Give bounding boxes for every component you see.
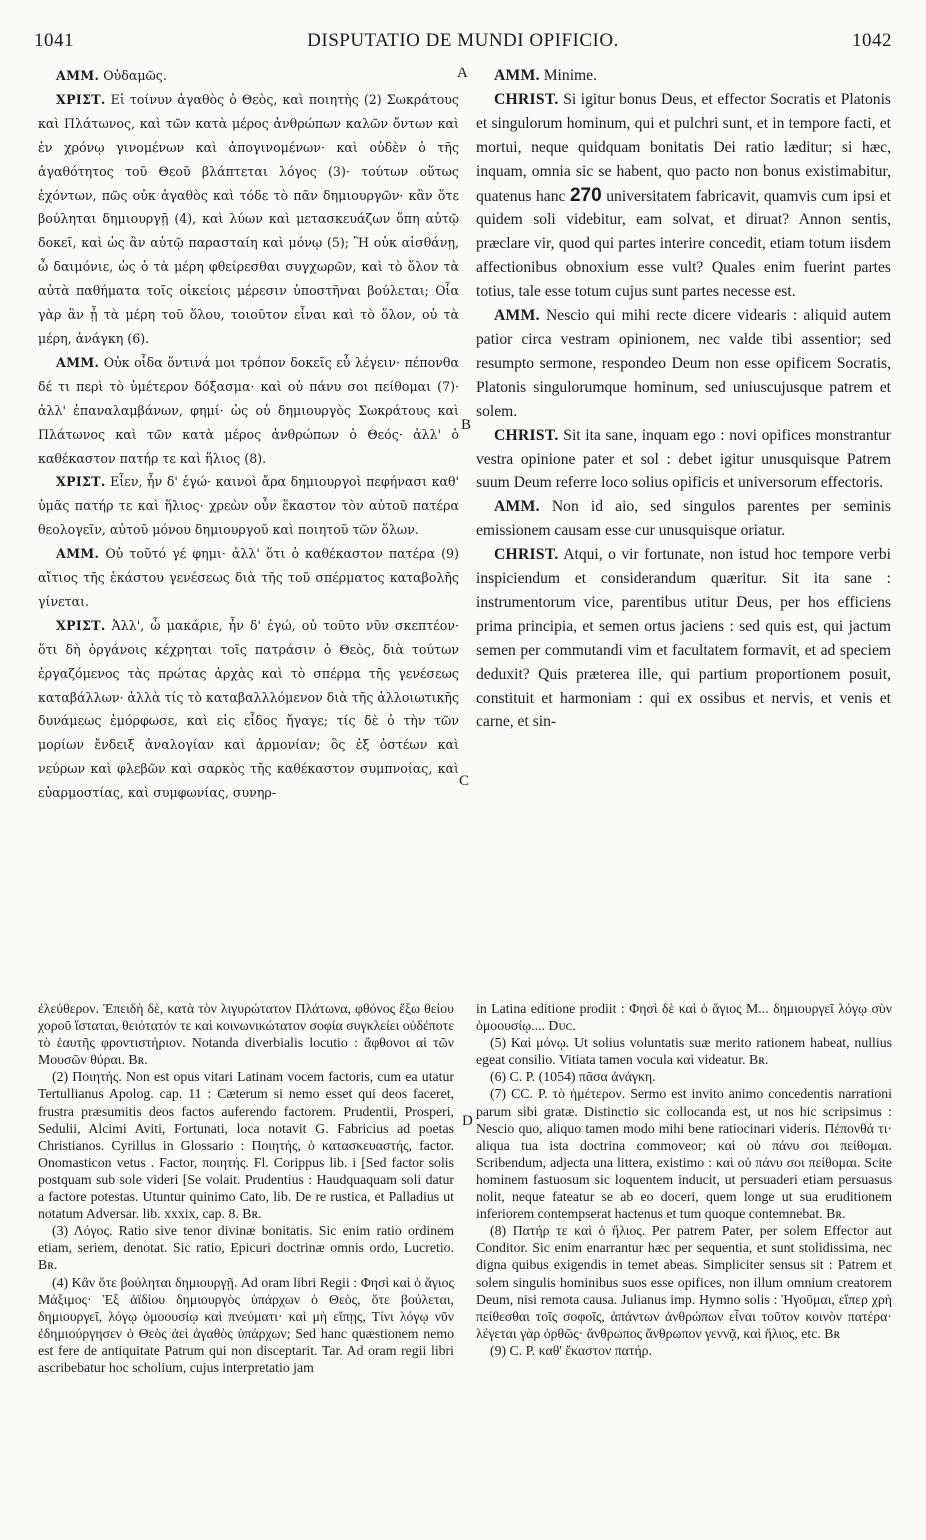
margin-letter-b: B	[461, 417, 472, 433]
footnote: (8) Πατήρ τε καὶ ὁ ἥλιος. Per patrem Pater, per solem Effector aut Conditor. Sic enim enarrantur hæc per sequentia, et sunt stolidissima, nec digna quibus exigendis in temet abeas. Simpliciter sensus sit : Patrem et solem singulis hominibus suos esse opifices, non illum omnium creatorem Deum, nisi remota causa. Julianus imp. Hymno solis : Ἡγοῦμαι, εἴπερ χρὴ πείθεσθαι τοῖς σοφοῖς, ἁπάντων ἀνθρώπων εἶναι τοῦτον κοινὸν πατέρα· λέγεται γὰρ ὀρθῶς· ἄνθρωπος ἄνθρωπον γεννᾷ, καὶ ἥλιος, etc. Bʀ	[476, 1223, 892, 1341]
footnote: ἐλεύθερον. Ἐπειδὴ δὲ, κατὰ τὸν λιγυρώτατον Πλάτωνα, φθόνος ἔξω θείου χοροῦ ἵσταται, θειότατόν τε καὶ κοινωνικώτατον σοφία συγκλείει οὐδέποτε τὸ ἑαυτῆς φροντιστήριον. Notanda diverbialis locutio : ἄφθονοι αἱ τῶν Μουσῶν θύραι. Bʀ.	[38, 1001, 454, 1068]
page-number-right: 1042	[852, 30, 892, 51]
speaker-label: ΧΡΙΣΤ.	[56, 91, 106, 107]
speech-text: Sit ita sane, inquam ego : novi opifices monstrantur vestra opinione pater et sol : debet igitur unusquisque Patrem suum Deum referre loco solius opificis et universorum effectoris.	[476, 426, 891, 492]
greek-paragraph	[38, 64, 459, 88]
speaker-label: AMM.	[494, 498, 540, 516]
greek-paragraph	[38, 470, 459, 542]
speaker-label: ΧΡΙΣΤ.	[56, 474, 106, 490]
speech-text: Εἶεν, ἦν δ' ἐγώ· καινοὶ ἄρα δημιουργοὶ πεφήνασι καθ' ὑμᾶς πατήρ τε καὶ ἥλιος· χρεὼν οὖν ἕκαστον τὸν αὐτοῦ πατέρα θεολογεῖν, αὐτοῦ μόνου δημιουργοῦ καὶ ποιητοῦ τῶν ὅλων.	[38, 474, 459, 538]
running-title: DISPUTATIO DE MUNDI OPIFICIO.	[307, 30, 619, 51]
speaker-label: ΧΡΙΣΤ.	[56, 617, 106, 633]
latin-paragraph	[476, 88, 891, 304]
latin-paragraph	[476, 424, 891, 496]
margin-letter-d: D	[462, 1113, 473, 1129]
speech-text: Si igitur bonus Deus, et effector Socratis et Platonis et singulorum hominum, qui et pulchri sunt, et in tempore facti, et mortui, neque quidquam bonitatis Dei ratio læditur; si hæc, inquam, omnia sic se habent, quo pacto non bonus existimabitur, quatenus hanc	[476, 90, 891, 205]
latin-paragraph	[476, 64, 891, 88]
latin-paragraph	[476, 543, 891, 734]
greek-paragraph	[38, 614, 459, 805]
speaker-label: ΑΜΜ.	[56, 68, 100, 83]
speaker-label: AMM.	[494, 67, 540, 84]
latin-paragraph	[476, 495, 891, 543]
speech-text: Non id aio, sed singulos parentes per seminis emissionem causam esse cur unusquisque oriatur.	[476, 498, 891, 540]
footnote: in Latina editione prodiit : Φησὶ δὲ καὶ ὁ ἅγιος Μ... δημιουργεῖ λόγῳ σὺν ὁμοουσίῳ.... Dᴜᴄ.	[476, 1001, 892, 1034]
speech-text-continued: universitatem fabricavit, quamvis cum ipsi et quidem soli videbitur, eam solvat, et diruat? Annon sentis, præclare vir, quod qui partes interire concedit, etiam totum iisdem affectionibus obnoxium esse vult? Quales enim fuerint partes totius, tale esse totum cujus sunt partes necesse est.	[476, 187, 891, 301]
speech-text: Nescio qui mihi recte dicere videaris : aliquid autem patior circa vestram opinionem, nec valde tibi assentior; sed resumpto sermone, respondeo Deum non esse opificem Socratis, Platonis singulorumque hominum, sed uniuscujusque patrem et solem.	[476, 307, 891, 420]
footnote: (3) Λόγος. Ratio sive tenor divinæ bonitatis. Sic enim ratio ordinem etiam, seriem, denotat. Sic ratio, Epicuri doctrinæ omnis ordo, Lucretio. Bʀ.	[38, 1223, 454, 1273]
speech-text: Οὐ τοῦτό γέ φημι· ἀλλ' ὅτι ὁ καθέκαστον πατέρα (9) αἴτιος τῆς ἑκάστου γενέσεως διὰ τῆς τοῦ σπέρματος καταβολῆς γίνεται.	[38, 546, 459, 609]
footnote: (7) CC. P. τὸ ἡμέτερον. Sermo est invito animo concedentis narrationi parum sibi gratæ. Distinctio sic collocanda est, ut nos hic scripsimus : Nescio quo, aliquo tamen modo mihi bene ratiocinari videris. Πέπονθά τι· aliqua tua ista doctrina commoveor; καὶ οὐ πάνυ σοι πείθομαι. Scribendum, adjecta una littera, existimo : καὶ οὐ πάνυ σοι πείθομαι. Scite hominem fastuosum sic loquentem inducit, ut persuaderi etiam persuasus nolit, neque fateatur se ab eo doceri, quem longe ut sua eruditionem inferiorem contempserat hactenus et tum quoque contemnebat. Bʀ.	[476, 1086, 892, 1222]
speaker-label: CHRIST.	[494, 546, 559, 564]
speech-text: Εἰ τοίνυν ἀγαθὸς ὁ Θεὸς, καὶ ποιητὴς (2) Σωκράτους καὶ Πλάτωνος, καὶ τῶν κατὰ μέρος ἀνθρώπων καλῶν ὄντων καὶ ἐν χρόνῳ γινομένων καὶ ἀπογινομένων· καὶ οὐδὲν ὁ τῆς ἀγαθότητος τοῦ Θεοῦ βλάπτεται λόγος (3)· τούτων οὕτως ἐχόντων, πῶς οὐκ ἀγαθὸς καὶ τόδε τὸ πᾶν δημιουργῶν· κἂν ὅτε βούληται δημιουργῇ (4), καὶ λύων καὶ μετασκευάζων ὅπη αὐτῷ δοκεῖ, καὶ ὡς ἂν αὐτῷ παρασταίη καὶ μόνῳ (5); Ἢ οὐκ αἰσθάνῃ, ὦ δαιμόνιε, ὡς ὁ τὰ μέρη φθείρεσθαι συγχωρῶν, καὶ τὸ ὅλον τὰ αὐτὰ παθήματα τοῖς οἰκείοις μέρεσιν ὑποστῆναι βούλεται; Οἷα γὰρ ἂν ᾖ τὰ μέρη τοῦ ὅλου, τοιοῦτον εἶναι καὶ τὸ ὅλον, οὐ τὰ μέρη, ἀνάγκη (6).	[38, 91, 459, 346]
speech-text: Atqui, o vir fortunate, non istud hoc tempore verbi inspiciendum et considerandum quæritur. Sit ita sane : instrumentorum vice, parentibus utitur Deus, per hos efficiens prima principia, et semen ortus jaciens : sed quis est, qui jactum semen per commutandi vim et facultatem formavit, et ad speciem deduxit? Quis præterea ille, qui partium proportionem posuit, constituit et harmoniam : qui ex ossibus et nervis, et venis et carne, et sin-	[476, 546, 891, 731]
speech-text: Οὐκ οἶδα ὅντινά μοι τρόπον δοκεῖς εὖ λέγειν· πέπονθα δέ τι περὶ τὸ ὑμέτερον δόξασμα· καὶ οὐ πάνυ σοι πείθομαι (7)· ἀλλ' ἐπαναλαμβάνων, φημί· ὡς οὐ δημιουργὸς Σωκράτους καὶ Πλάτωνος καὶ τῶν κατὰ μέρος ἀνθρώπων ὁ Θεός· ἀλλ' ὁ καθέκαστον πατήρ τε καὶ ἥλιος (8).	[38, 354, 459, 466]
greek-dialogue-column	[38, 64, 460, 801]
latin-dialogue-column	[476, 64, 891, 770]
greek-paragraph	[38, 351, 459, 471]
footnotes-left	[38, 1000, 454, 1520]
footnote: (5) Καὶ μόνῳ. Ut solius voluntatis suæ merito rationem habeat, nullius egeat consilio. Vitiata tamen vocula καὶ videatur. Bʀ.	[476, 1035, 892, 1068]
speaker-label: ΑΜΜ.	[56, 354, 100, 370]
running-header	[34, 30, 892, 56]
speech-text: Minime.	[539, 67, 597, 84]
greek-paragraph	[38, 88, 459, 351]
latin-paragraph	[476, 304, 891, 424]
page-number-left: 1041	[34, 30, 74, 51]
footnote: (2) Ποιητής. Non est opus vitari Latinam vocem factoris, cum ea utatur Tertullianus Apolog. cap. 11 : Cæterum si nemo esset qui deos faceret, frustra præsumitis deos factos auferendo factorem. Prudentii, Prosperi, Sedulii, Alcimi Aviti, Fortunati, loca notavit G. Fabricius ad poetas Christianos. Cyrillus in Glossario : Ποιητής, ὁ κατασκευαστής, factor. Onomasticon vetus . Factor, ποιητής. Fl. Corippus lib. i [Sed factor solis postquam sub sole videri [Se volait. Prudentius : Haudquaquam soli datur a factore potestas. Utuntur quinimo Cato, lib. De re rustica, et Palladius ut notatum Adversar. lib. xxxix, cap. 8. Bʀ.	[38, 1069, 454, 1222]
speech-text: Ἀλλ', ὦ μακάριε, ἦν δ' ἐγώ, οὐ τοῦτο νῦν σκεπτέον· ὅτι δὴ ὀργάνοις κέχρηται τοῖς πατράσιν ὁ Θεὸς, διὰ τούτων ἐργαζόμενος τὰς πρώτας ἀρχὰς καὶ τὸ σπέρμα τῆς γενέσεως καταβάλλων· ἀλλὰ τίς τὸ καταβαλλλόμενον διὰ τῆς ἀλλοιωτικῆς δυνάμεως ἐμόρφωσε, καὶ εἰς εἶδος ἤγαγε; τίς δὲ ὁ τὴν τῶν μορίων ἔνδειξ ἀναλογίαν καὶ ἁρμονίαν; ὃς ἐξ ὀστέων καὶ νεύρων καὶ φλεβῶν καὶ σαρκὸς τῆς καθέκαστον συμπνοίας, καὶ εὐαρμοστίας, καὶ συμφωνίας, συνηρ-	[38, 617, 460, 801]
migne-column-number: 270	[569, 184, 602, 206]
speaker-label: ΑΜΜ.	[56, 546, 100, 562]
margin-letter-a: A	[457, 65, 468, 81]
greek-paragraph	[38, 542, 459, 614]
footnote: (9) C. P. καθ' ἕκαστον πατήρ.	[490, 1342, 652, 1358]
speaker-label: AMM.	[494, 307, 540, 325]
speaker-label: CHRIST.	[494, 90, 559, 108]
footnotes-right	[476, 1000, 892, 1520]
speaker-label: CHRIST.	[494, 426, 559, 444]
margin-letter-c: C	[459, 773, 470, 789]
footnote: (6) C. P. (1054) πᾶσα ἀνάγκη.	[490, 1069, 656, 1085]
footnote: (4) Κἂν ὅτε βούληται δημιουργῇ. Ad oram libri Regii : Φησὶ καὶ ὁ ἅγιος Μάξιμος· Ἐξ ἀϊδίου δημιουργὸς ὑπάρχων ὁ Θεὸς, ὅτε βούλεται, δημιουργεῖ, λόγῳ ὁμοουσίῳ καὶ πνεύματι· καὶ μὴ εἴπῃς, Τίνι λόγῳ νῦν ἐδημιούργησεν ὁ Θεὸς ἀεὶ ἀγαθὸς ὑπάρχων; Sed hanc quæstionem nemo est fere de antiquitate Patrum qui non disceptarit. Tar. Ad oram regii libri ascribebatur hoc scholium, cujus interpretatio jam	[38, 1274, 454, 1375]
speech-text: Οὐδαμῶς.	[99, 68, 167, 83]
